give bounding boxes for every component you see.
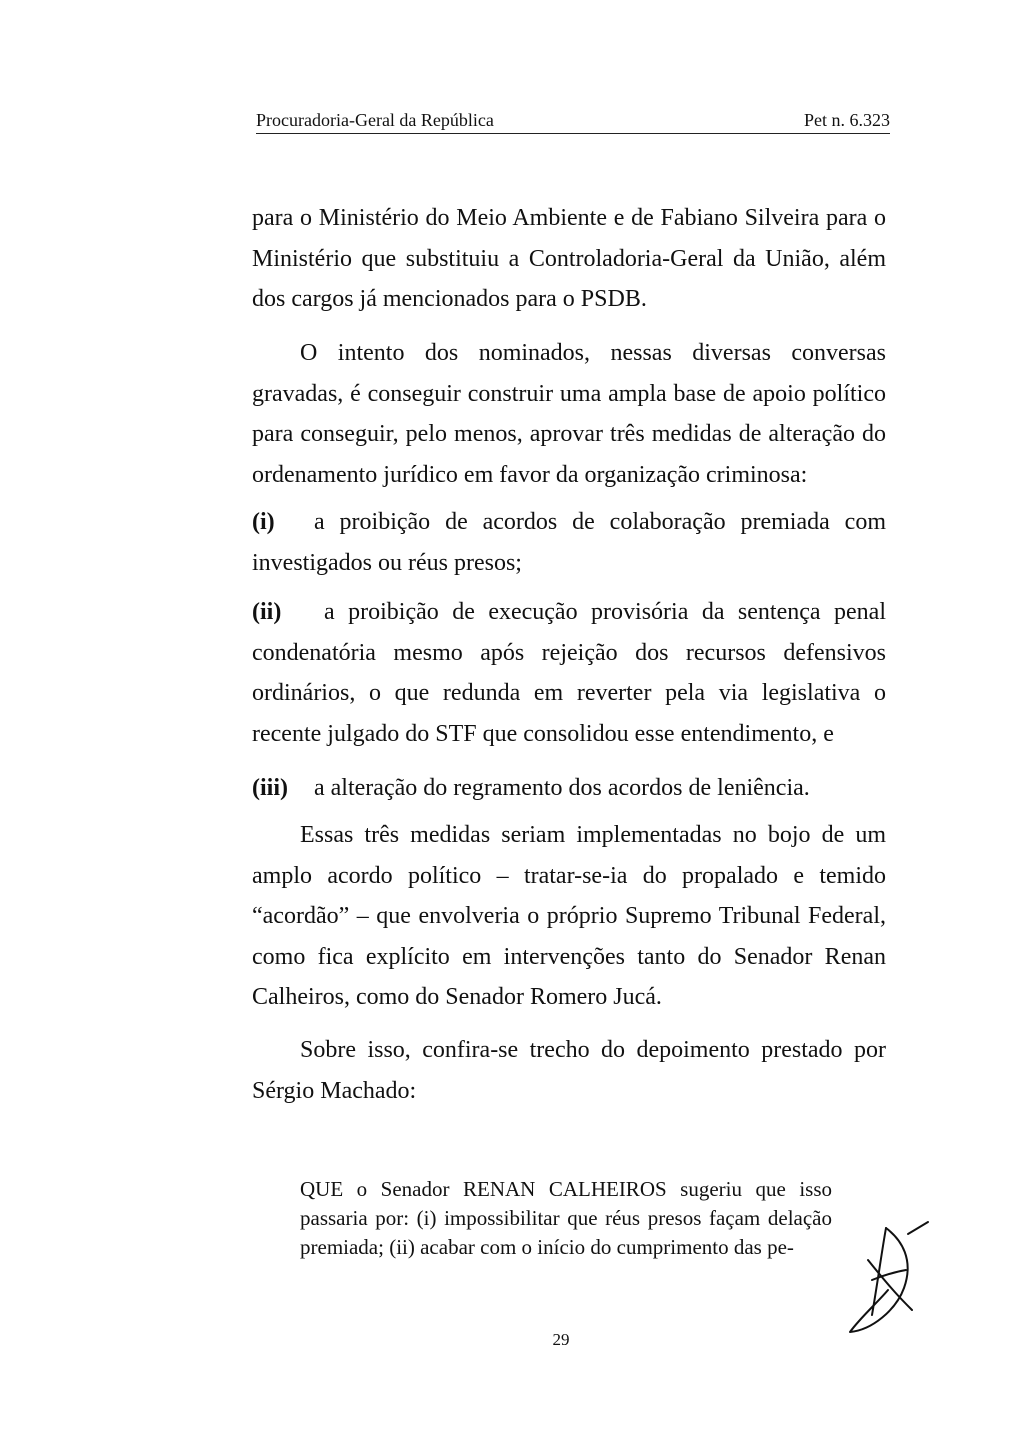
list-item-text: a proibição de acordos de colaboração premiada com investigados ou réus presos; bbox=[252, 509, 886, 576]
paragraph-3: Essas três medidas seriam implementadas no bojo de um amplo acordo político – tratar-se-ia do propalado e temido “acordão” – que envolveria o próprio Supremo Tribunal Federal, como fica explícito em intervenções tanto do Senador Renan Calheiros, como do Senador Romero Jucá. bbox=[252, 822, 886, 1010]
page-number: 29 bbox=[552, 1330, 570, 1349]
list-item-text: a proibição de execução provisória da sentença penal condenatória mesmo após rejeição dos recursos defensivos ordinários, o que redunda em reverter pela via legislativa o recente julgado do STF que consolidou esse entendimento, e bbox=[252, 599, 886, 747]
list-marker: (ii) bbox=[252, 599, 282, 625]
list-item-text: a alteração do regramento dos acordos de leniência. bbox=[314, 775, 810, 801]
page-header bbox=[256, 107, 890, 134]
paragraph-1: para o Ministério do Meio Ambiente e de Fabiano Silveira para o Ministério que substituiu a Controladoria-Geral da União, além dos cargos já mencionados para o PSDB. bbox=[252, 205, 886, 312]
header-institution: Procuradoria-Geral da República bbox=[256, 110, 494, 130]
list-item-2 bbox=[252, 592, 886, 754]
list-item-3 bbox=[252, 768, 886, 809]
paragraph-2: O intento dos nominados, nessas diversas conversas gravadas, é conseguir construir uma ampla base de apoio político para conseguir, pelo menos, aprovar três medidas de alteração do ordenamento jurídico em favor da organização criminosa: bbox=[252, 340, 886, 488]
list-item-1 bbox=[252, 502, 886, 583]
paragraph-4: Sobre isso, confira-se trecho do depoimento prestado por Sérgio Machado: bbox=[252, 1037, 886, 1104]
handwritten-signature bbox=[842, 1220, 932, 1340]
list-marker: (i) bbox=[252, 509, 275, 535]
header-case-number: Pet n. 6.323 bbox=[803, 110, 890, 130]
list-marker: (iii) bbox=[252, 775, 288, 801]
block-quote: QUE o Senador RENAN CALHEIROS sugeriu que isso passaria por: (i) impossibilitar que réus presos façam delação premiada; (ii) acabar com o início do cumprimento das pe- bbox=[300, 1177, 832, 1259]
